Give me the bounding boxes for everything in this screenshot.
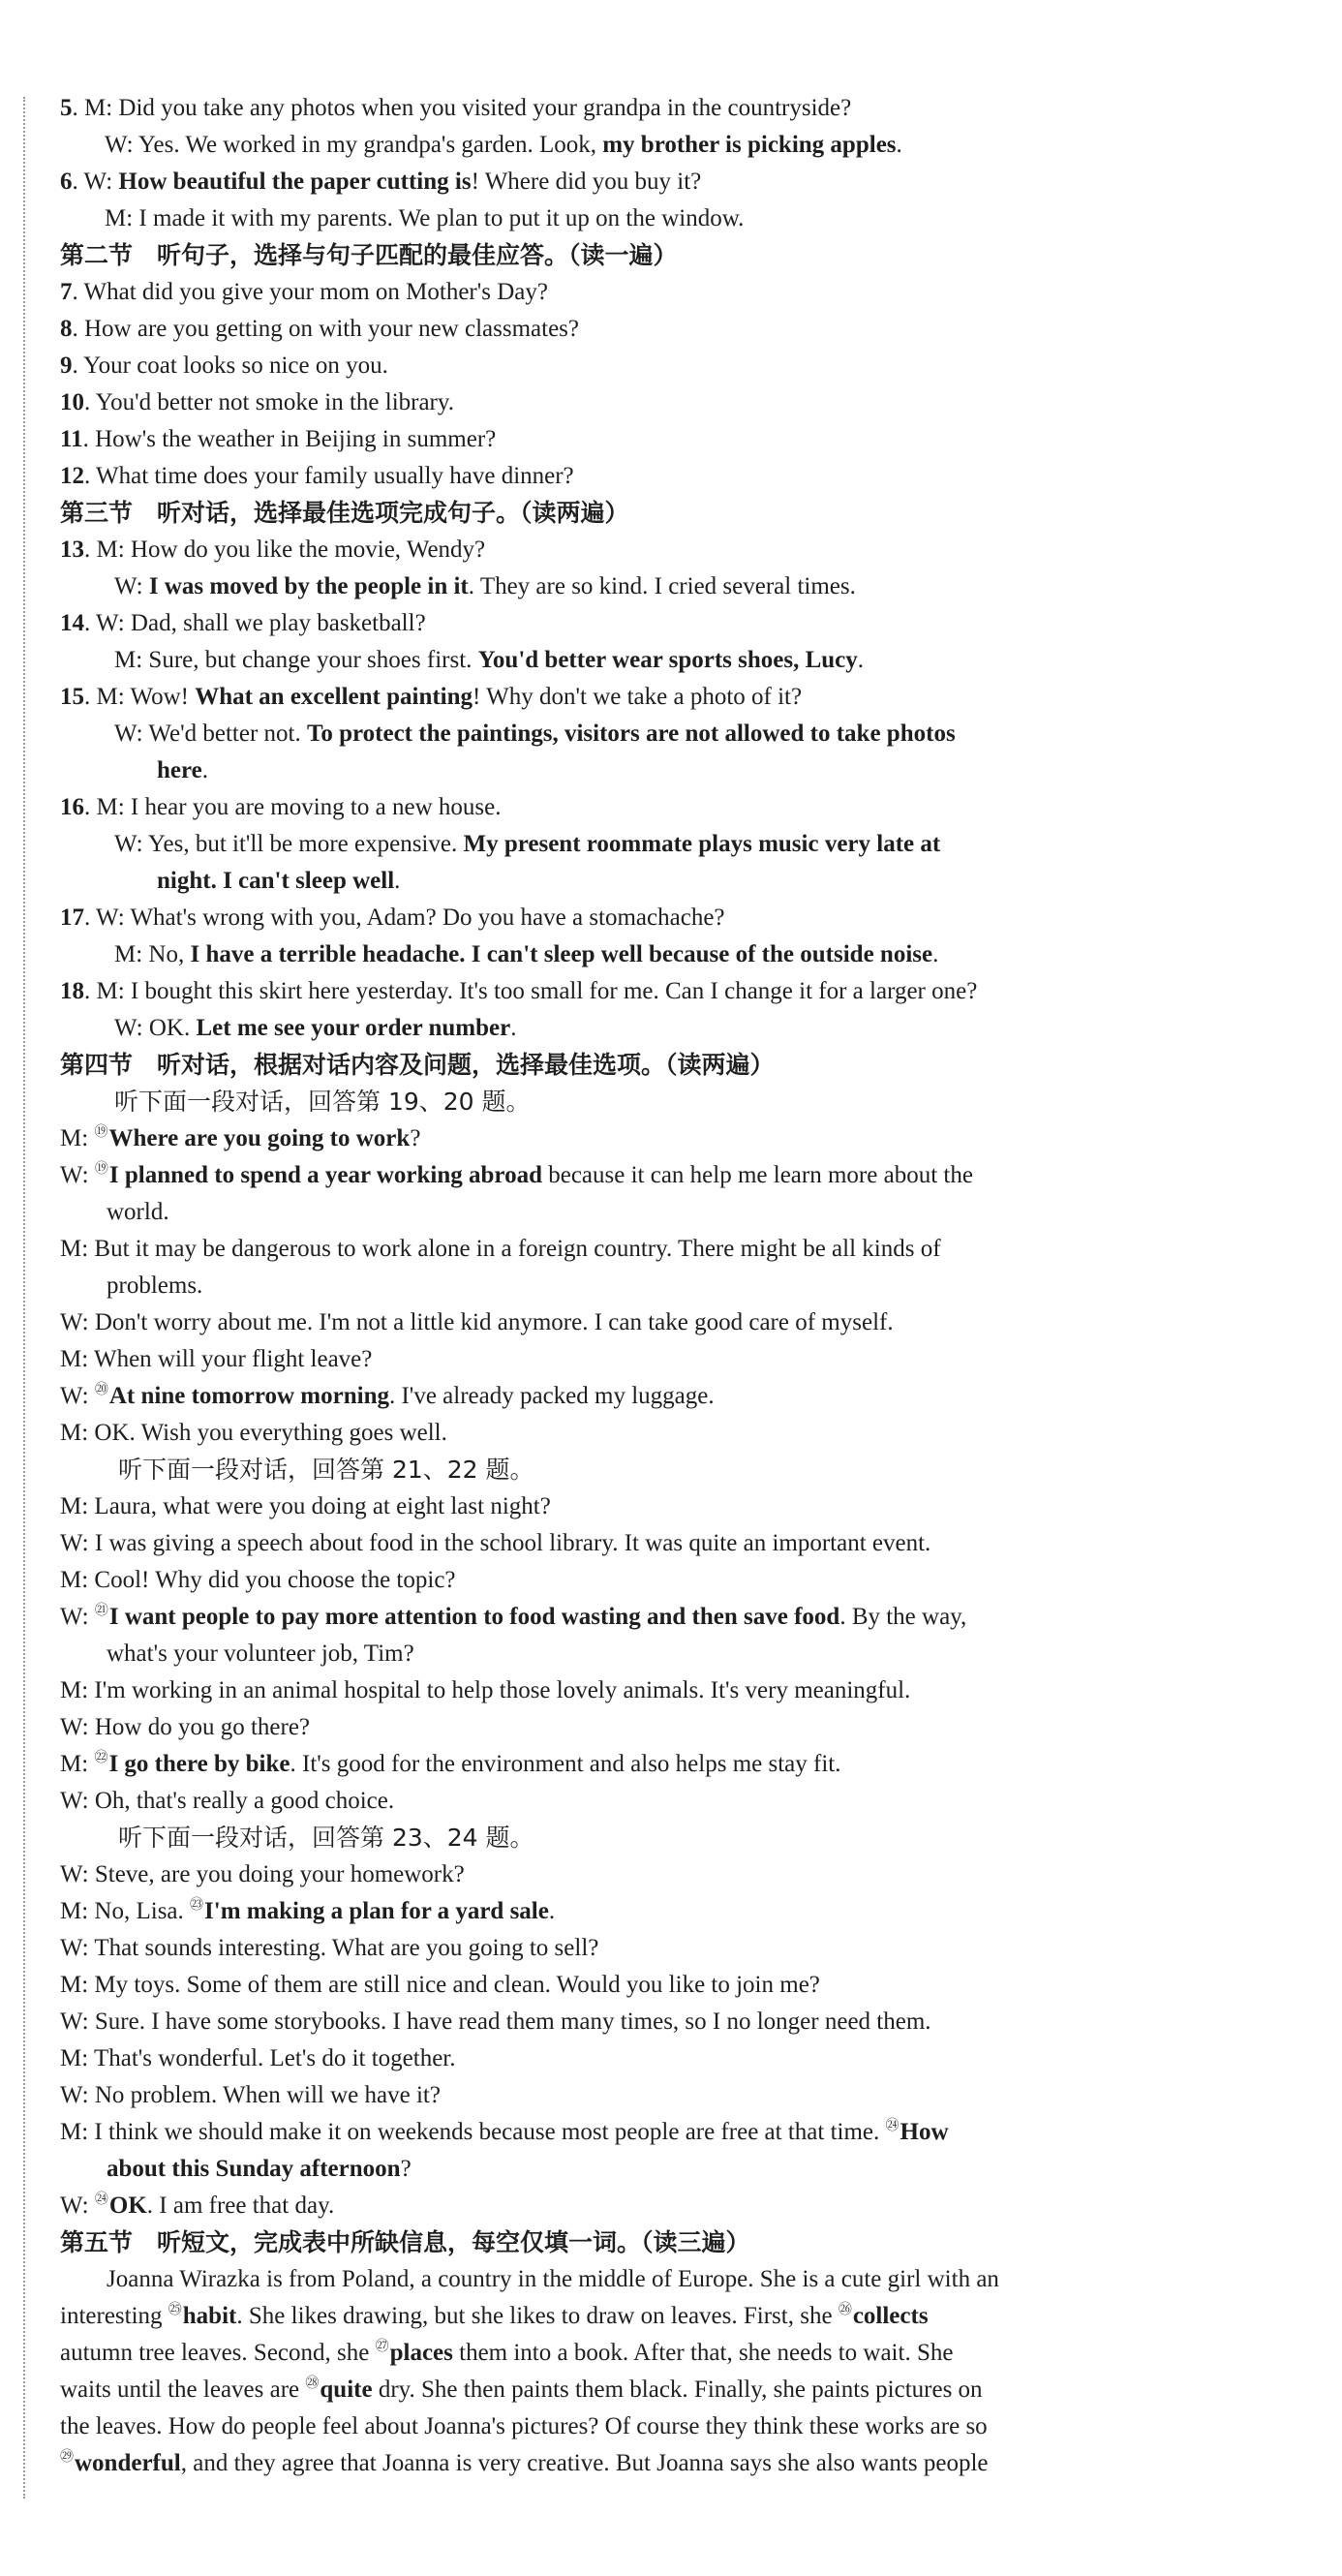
text-segment: M: I'm working in an animal hospital to help those lovely animals. It's very meaningful. (60, 1677, 911, 1703)
answer-text: I was moved by the people in it (148, 573, 469, 599)
text-line (60, 2409, 988, 2444)
answer-text: Let me see your order number (196, 1015, 511, 1041)
text-segment: M: (60, 1125, 95, 1151)
text-line (105, 128, 902, 163)
text-line (60, 2078, 441, 2113)
text-line (114, 1085, 531, 1120)
text-segment: what's your volunteer job, Tim? (107, 1641, 414, 1667)
text-segment: . M: Wow! (84, 684, 196, 710)
text-line (114, 1011, 516, 1046)
text-line (114, 827, 940, 862)
text-segment: . (394, 868, 401, 894)
text-segment: dry. She then paints them black. Finally, she paints pictures on (372, 2377, 983, 2403)
text-line (60, 1784, 394, 1819)
question-number: 16 (60, 794, 84, 820)
text-line (60, 1416, 447, 1451)
answer-text: I go there by bike (108, 1751, 290, 1777)
answer-marker: ㉖ (838, 2303, 852, 2317)
text-line (107, 1269, 202, 1303)
question-number: 10 (60, 389, 84, 415)
text-line (60, 2189, 334, 2227)
answer-marker: ㉕ (168, 2303, 182, 2317)
text-line (107, 2262, 999, 2297)
text-segment: W: Sure. I have some storybooks. I have read them many times, so I no longer need them. (60, 2009, 931, 2035)
question-number: 5 (60, 95, 73, 121)
text-line (60, 1673, 910, 1708)
text-segment: world. (107, 1199, 169, 1225)
text-segment: ! Where did you buy it? (471, 169, 702, 195)
text-segment: . I've already packed my luggage. (388, 1383, 715, 1409)
text-segment: W: I was giving a speech about food in the school library. It was quite an important event. (60, 1530, 931, 1556)
answer-text: my brother is picking apples (602, 132, 897, 158)
text-segment: waits until the leaves are (60, 2377, 306, 2403)
answer-text: here (157, 757, 202, 783)
question-number: 13 (60, 537, 84, 563)
answer-text: How beautiful the paper cutting is (118, 169, 472, 195)
text-line (60, 2336, 953, 2375)
text-line (60, 790, 501, 825)
answer-marker: ㉘ (305, 2377, 320, 2391)
text-segment: . W: Dad, shall we play basketball? (84, 610, 426, 636)
text-line (60, 680, 802, 715)
text-line (60, 2115, 949, 2154)
text-line (118, 1453, 534, 1488)
text-line (157, 753, 208, 788)
text-segment: M: (60, 1751, 95, 1777)
text-segment: the leaves. How do people feel about Joanna's pictures? Of course they think these works are so (60, 2413, 988, 2439)
answer-text: I have a terrible headache. I can't sleep well because of the outside noise (190, 941, 933, 967)
question-number: 11 (60, 426, 83, 452)
answer-text: How (900, 2119, 949, 2145)
answer-text: To protect the paintings, visitors are not allowed to take photos (306, 721, 956, 747)
question-number: 6 (60, 169, 73, 195)
text-segment: . How are you getting on with your new classmates? (72, 316, 579, 342)
text-segment: . She likes drawing, but she likes to draw on leaves. First, she (236, 2303, 839, 2329)
text-segment: W: No problem. When will we have it? (60, 2082, 441, 2108)
text-line (60, 901, 725, 935)
text-line (60, 974, 977, 1009)
section-heading (60, 238, 678, 273)
text-line (60, 385, 454, 420)
text-segment: 第三节 听对话，选择最佳选项完成句子。（读两遍） (60, 499, 629, 527)
text-segment: W: (60, 1604, 95, 1630)
text-line (60, 1710, 310, 1745)
text-line (60, 606, 426, 641)
answer-text: collects (852, 2303, 929, 2329)
text-segment: , and they agree that Joanna is very creative. But Joanna says she also wants people (180, 2450, 989, 2476)
text-segment: W: Yes. We worked in my grandpa's garden. Look, (105, 132, 603, 158)
answer-text: My present roommate plays music very late at (463, 831, 941, 857)
text-line (60, 1489, 551, 1524)
text-segment: M: No, Lisa. (60, 1898, 191, 1924)
binding-margin-line (23, 97, 25, 2499)
text-line (60, 349, 388, 383)
text-segment: 第二节 听句子，选择与句子匹配的最佳应答。（读一遍） (60, 241, 678, 269)
answer-text: At nine tomorrow morning (108, 1383, 389, 1409)
text-line (114, 937, 938, 972)
answer-marker: ㉒ (94, 1751, 108, 1765)
text-segment: . You'd better not smoke in the library. (84, 389, 455, 415)
question-number: 18 (60, 978, 84, 1004)
text-segment: M: My toys. Some of them are still nice and clean. Would you like to join me? (60, 1972, 820, 1998)
text-line (60, 1563, 456, 1598)
text-segment: . W: (72, 169, 119, 195)
text-line (157, 864, 400, 899)
text-segment: . M: How do you like the movie, Wendy? (84, 537, 486, 563)
question-number: 12 (60, 463, 84, 489)
text-line (114, 569, 856, 604)
answer-text: I want people to pay more attention to food wasting and then save food (108, 1604, 840, 1630)
text-line (114, 717, 956, 751)
text-line (60, 2446, 989, 2485)
text-segment: W: We'd better not. (114, 721, 307, 747)
text-segment: W: Oh, that's really a good choice. (60, 1788, 395, 1814)
text-segment: M: Laura, what were you doing at eight last night? (60, 1493, 551, 1519)
text-segment: W: (60, 1383, 95, 1409)
answer-text: about this Sunday afternoon (107, 2156, 401, 2182)
text-segment: because it can help me learn more about the (541, 1162, 973, 1188)
text-line (60, 1232, 941, 1267)
text-line (60, 1526, 930, 1561)
text-line (60, 1600, 966, 1639)
text-segment: M: I made it with my parents. We plan to put it up on the window. (105, 205, 745, 231)
text-segment: . I am free that day. (146, 2193, 335, 2219)
text-segment: . What did you give your mom on Mother's Day? (72, 279, 548, 305)
question-number: 17 (60, 905, 84, 931)
instruction-text: 听下面一段对话，回答第 23、24 题。 (118, 1824, 534, 1852)
text-segment: . How's the weather in Beijing in summer? (82, 426, 497, 452)
section-heading (60, 1048, 775, 1083)
text-segment: . (201, 757, 208, 783)
text-line (60, 1342, 372, 1377)
text-segment: ? (410, 1125, 421, 1151)
text-segment: 第五节 听短文，完成表中所缺信息，每空仅填一词。（读三遍） (60, 2228, 750, 2256)
text-segment: . By the way, (839, 1604, 967, 1630)
text-line (107, 1195, 169, 1230)
text-segment: . M: I bought this skirt here yesterday. It's too small for me. Can I change it for a larger one? (84, 978, 978, 1004)
text-segment: autumn tree leaves. Second, she (60, 2340, 376, 2366)
answer-marker: ㉑ (94, 1604, 108, 1618)
text-line (60, 1968, 820, 2003)
text-line (114, 643, 864, 678)
text-segment: W: (60, 2193, 95, 2219)
answer-text: habit (182, 2303, 237, 2329)
answer-text: Where are you going to work (108, 1125, 411, 1151)
section-heading (60, 2225, 750, 2260)
text-line (60, 2299, 929, 2338)
answer-text: I'm making a plan for a yard sale (204, 1898, 549, 1924)
text-segment: . (896, 132, 902, 158)
text-line (60, 1379, 715, 1418)
question-number: 15 (60, 684, 84, 710)
text-segment: . (510, 1015, 517, 1041)
answer-text: night. I can't sleep well (157, 868, 395, 894)
text-segment: M: When will your flight leave? (60, 1346, 373, 1372)
text-segment: . (932, 941, 939, 967)
text-line (60, 2005, 931, 2039)
question-number: 8 (60, 316, 73, 342)
answer-marker: ㉔ (885, 2119, 900, 2133)
text-segment: M: That's wonderful. Let's do it together. (60, 2045, 456, 2071)
text-segment: . M: Did you take any photos when you visited your grandpa in the countryside? (72, 95, 852, 121)
text-line (60, 312, 579, 347)
text-segment: W: That sounds interesting. What are you going to sell? (60, 1935, 599, 1961)
text-segment: . (548, 1898, 556, 1924)
text-segment: . What time does your family usually have dinner? (84, 463, 574, 489)
answer-text: OK (108, 2193, 147, 2219)
answer-marker: ⑲ (94, 1162, 108, 1177)
question-number: 14 (60, 610, 84, 636)
text-line (60, 533, 485, 567)
text-segment: M: But it may be dangerous to work alone in a foreign country. There might be all kinds of (60, 1236, 941, 1262)
text-segment: Joanna Wirazka is from Poland, a country in the middle of Europe. She is a cute girl with an (107, 2266, 999, 2292)
answer-marker: ⑲ (94, 1125, 108, 1140)
text-line (118, 1821, 534, 1856)
text-segment: problems. (107, 1273, 203, 1299)
text-segment: W: (60, 1162, 95, 1188)
answer-marker: ㉓ (190, 1898, 204, 1913)
text-segment: interesting (60, 2303, 168, 2329)
answer-text: You'd better wear sports shoes, Lucy (477, 647, 858, 673)
answer-text: What an excellent painting (195, 684, 473, 710)
answer-marker: ㉙ (60, 2450, 74, 2465)
instruction-text: 听下面一段对话，回答第 19、20 题。 (114, 1088, 531, 1116)
text-line (107, 1637, 414, 1671)
answer-marker: ⑳ (94, 1383, 108, 1397)
text-line (60, 91, 851, 126)
answer-text: places (389, 2340, 453, 2366)
text-line (60, 275, 548, 310)
text-segment: W: OK. (114, 1015, 197, 1041)
text-segment: . Your coat looks so nice on you. (72, 353, 388, 379)
text-segment: M: Sure, but change your shoes first. (114, 647, 478, 673)
text-segment: W: How do you go there? (60, 1714, 311, 1740)
answer-text: I planned to spend a year working abroad (108, 1162, 542, 1188)
answer-text: quite (320, 2377, 373, 2403)
text-segment: M: I think we should make it on weekends because most people are free at that time. (60, 2119, 886, 2145)
text-line (60, 1121, 420, 1160)
text-line (60, 1857, 465, 1892)
text-segment: W: (114, 573, 149, 599)
question-number: 7 (60, 279, 73, 305)
text-line (60, 2373, 983, 2411)
text-segment: ? (400, 2156, 412, 2182)
text-line (60, 2041, 455, 2076)
text-segment: M: OK. Wish you everything goes well. (60, 1420, 447, 1446)
text-segment: W: Steve, are you doing your homework? (60, 1861, 465, 1887)
text-segment: . W: What's wrong with you, Adam? Do you have a stomachache? (84, 905, 725, 931)
text-segment: . It's good for the environment and also helps me stay fit. (290, 1751, 841, 1777)
answer-text: wonderful (75, 2450, 181, 2476)
text-segment: . They are so kind. I cried several times. (468, 573, 856, 599)
section-heading (60, 496, 629, 531)
text-segment: . (857, 647, 865, 673)
text-segment: ! Why don't we take a photo of it? (473, 684, 803, 710)
text-line (60, 1305, 894, 1340)
text-line (60, 459, 574, 494)
text-line (107, 2152, 412, 2187)
text-line (60, 1747, 840, 1786)
text-segment: them into a book. After that, she needs to wait. She (452, 2340, 954, 2366)
text-line (60, 1894, 555, 1933)
text-line (60, 1158, 973, 1197)
answer-marker: ㉔ (94, 2193, 108, 2207)
text-segment: 第四节 听对话，根据对话内容及问题，选择最佳选项。（读两遍） (60, 1051, 775, 1079)
text-segment: W: Don't worry about me. I'm not a little kid anymore. I can take good care of myself. (60, 1309, 894, 1335)
text-segment: M: No, (114, 941, 191, 967)
answer-marker: ㉗ (375, 2340, 389, 2354)
text-segment: W: Yes, but it'll be more expensive. (114, 831, 464, 857)
instruction-text: 听下面一段对话，回答第 21、22 题。 (118, 1456, 534, 1484)
text-segment: M: Cool! Why did you choose the topic? (60, 1567, 456, 1593)
text-line (105, 201, 744, 236)
text-line (60, 1931, 598, 1966)
text-line (60, 422, 496, 457)
question-number: 9 (60, 353, 73, 379)
text-line (60, 165, 701, 199)
text-segment: . M: I hear you are moving to a new house. (84, 794, 502, 820)
